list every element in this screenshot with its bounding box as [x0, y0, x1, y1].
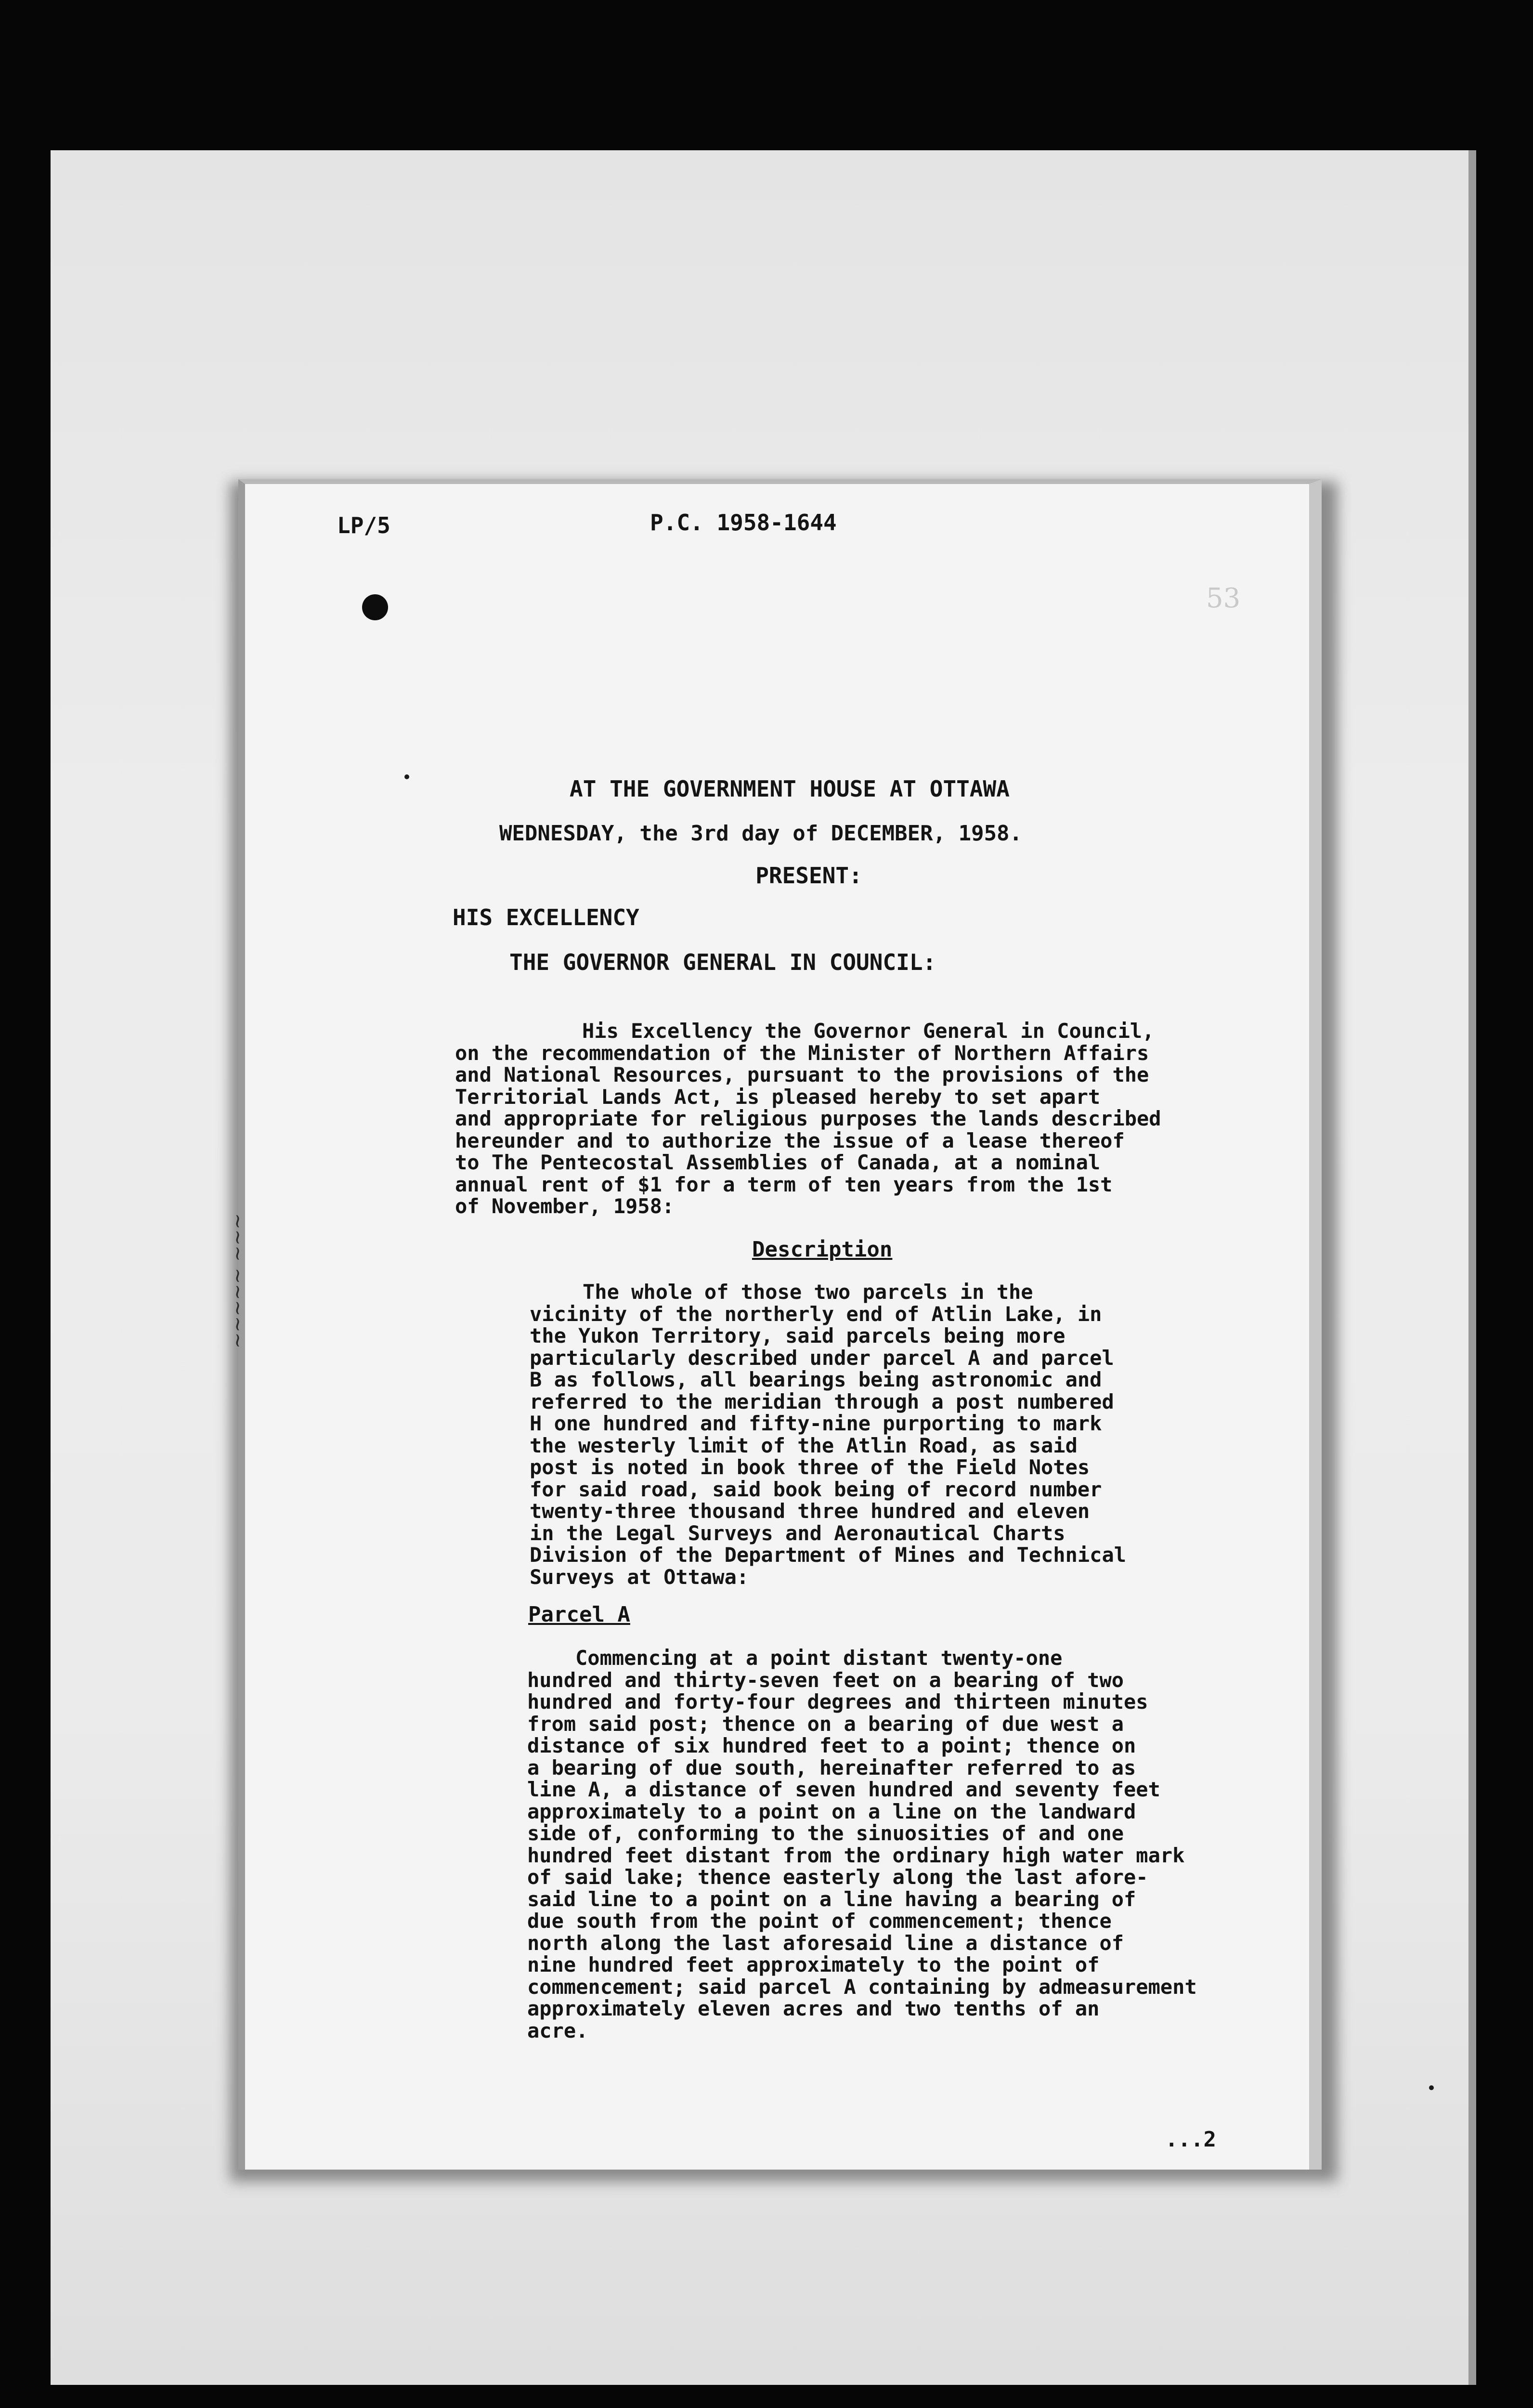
page-number-stamp: 53: [1206, 583, 1241, 614]
parcel-a-line: Commencing at a point distant twenty-one: [575, 1646, 1063, 1670]
description-line: for said road, said book being of record number: [530, 1477, 1102, 1501]
intro-line: on the recommendation of the Minister of Northern Affairs: [455, 1041, 1149, 1065]
parcel-a-line: distance of six hundred feet to a point; thence on: [527, 1734, 1136, 1757]
description-line: B as follows, all bearings being astronomic and: [530, 1368, 1102, 1391]
parcel-a-line: hundred and forty-four degrees and thirteen minutes: [527, 1690, 1148, 1714]
intro-line: of November, 1958:: [455, 1194, 675, 1218]
description-line: vicinity of the northerly end of Atlin Lake, in: [530, 1302, 1102, 1326]
intro-line: His Excellency the Governor General in Council,: [582, 1019, 1155, 1043]
intro-line: and National Resources, pursuant to the provisions of the: [455, 1063, 1149, 1086]
continuation-marker: ...2: [1165, 2127, 1216, 2152]
parcel-a-line: acre.: [527, 2018, 588, 2042]
file-code: LP/5: [337, 512, 390, 538]
intro-paragraph: [455, 1020, 1161, 1217]
description-line: The whole of those two parcels in the: [583, 1280, 1033, 1304]
parcel-a-paragraph: [527, 1647, 1197, 2042]
parcel-a-line: nine hundred feet approximately to the point of: [527, 1953, 1100, 1976]
description-heading: Description: [752, 1237, 893, 1262]
description-line: Division of the Department of Mines and Technical: [530, 1543, 1127, 1567]
parcel-a-line: line A, a distance of seven hundred and seventy feet: [527, 1778, 1160, 1801]
parcel-a-line: of said lake; thence easterly along the last afore-: [527, 1865, 1148, 1889]
description-line: referred to the meridian through a post numbered: [530, 1389, 1114, 1413]
location-heading: AT THE GOVERNMENT HOUSE AT OTTAWA: [570, 776, 1010, 802]
intro-line: to The Pentecostal Assemblies of Canada, at a nominal: [455, 1151, 1101, 1174]
parcel-a-line: side of, conforming to the sinuosities of and one: [527, 1821, 1124, 1845]
description-paragraph: [530, 1281, 1126, 1588]
description-line: H one hundred and fifty-nine purporting to mark: [530, 1412, 1102, 1435]
parcel-a-heading: Parcel A: [528, 1602, 630, 1627]
his-excellency: HIS EXCELLENCY: [453, 904, 639, 930]
description-line: in the Legal Surveys and Aeronautical Charts: [530, 1521, 1065, 1545]
parcel-a-line: said line to a point on a line having a bearing of: [527, 1887, 1136, 1911]
scan-speck: [404, 774, 409, 779]
intro-line: and appropriate for religious purposes the lands described: [455, 1107, 1161, 1130]
parcel-a-line: hundred feet distant from the ordinary high water mark: [527, 1843, 1185, 1867]
governor-general-line: THE GOVERNOR GENERAL IN COUNCIL:: [509, 949, 936, 975]
parcel-a-line: from said post; thence on a bearing of due west a: [527, 1712, 1124, 1736]
parcel-a-line: approximately eleven acres and two tenths of an: [527, 1997, 1100, 2020]
scan-speck: [1429, 2085, 1434, 2090]
description-line: particularly described under parcel A and parcel: [530, 1346, 1114, 1370]
parcel-a-line: a bearing of due south, hereinafter referred to as: [527, 1755, 1136, 1780]
intro-line: annual rent of $1 for a term of ten years from the 1st: [455, 1172, 1113, 1196]
intro-line: hereunder and to authorize the issue of a lease thereof: [455, 1128, 1125, 1152]
punch-hole: [362, 594, 388, 620]
parcel-a-line: commencement; said parcel A containing by admeasurement: [527, 1975, 1197, 1999]
date-line: WEDNESDAY, the 3rd day of DECEMBER, 1958.: [499, 821, 1023, 846]
parcel-a-line: approximately to a point on a line on the landward: [527, 1799, 1136, 1823]
description-line: post is noted in book three of the Field Notes: [530, 1455, 1090, 1479]
parcel-a-line: due south from the point of commencement; thence: [527, 1909, 1112, 1933]
order-number: P.C. 1958-1644: [650, 510, 837, 536]
description-line: the westerly limit of the Atlin Road, as said: [530, 1433, 1078, 1457]
parcel-a-line: hundred and thirty-seven feet on a bearing of two: [527, 1668, 1124, 1692]
present-label: PRESENT:: [755, 863, 862, 889]
mounting-sheet-edge: [1468, 150, 1476, 2385]
description-line: twenty-three thousand three hundred and eleven: [530, 1499, 1090, 1523]
parcel-a-line: north along the last aforesaid line a distance of: [527, 1931, 1124, 1955]
intro-line: Territorial Lands Act, is pleased hereby to set apart: [455, 1085, 1101, 1109]
handwritten-margin-note: ~~~~~ ~~~: [226, 1213, 248, 1348]
description-line: the Yukon Territory, said parcels being more: [530, 1324, 1065, 1348]
description-line: Surveys at Ottawa:: [530, 1565, 749, 1589]
